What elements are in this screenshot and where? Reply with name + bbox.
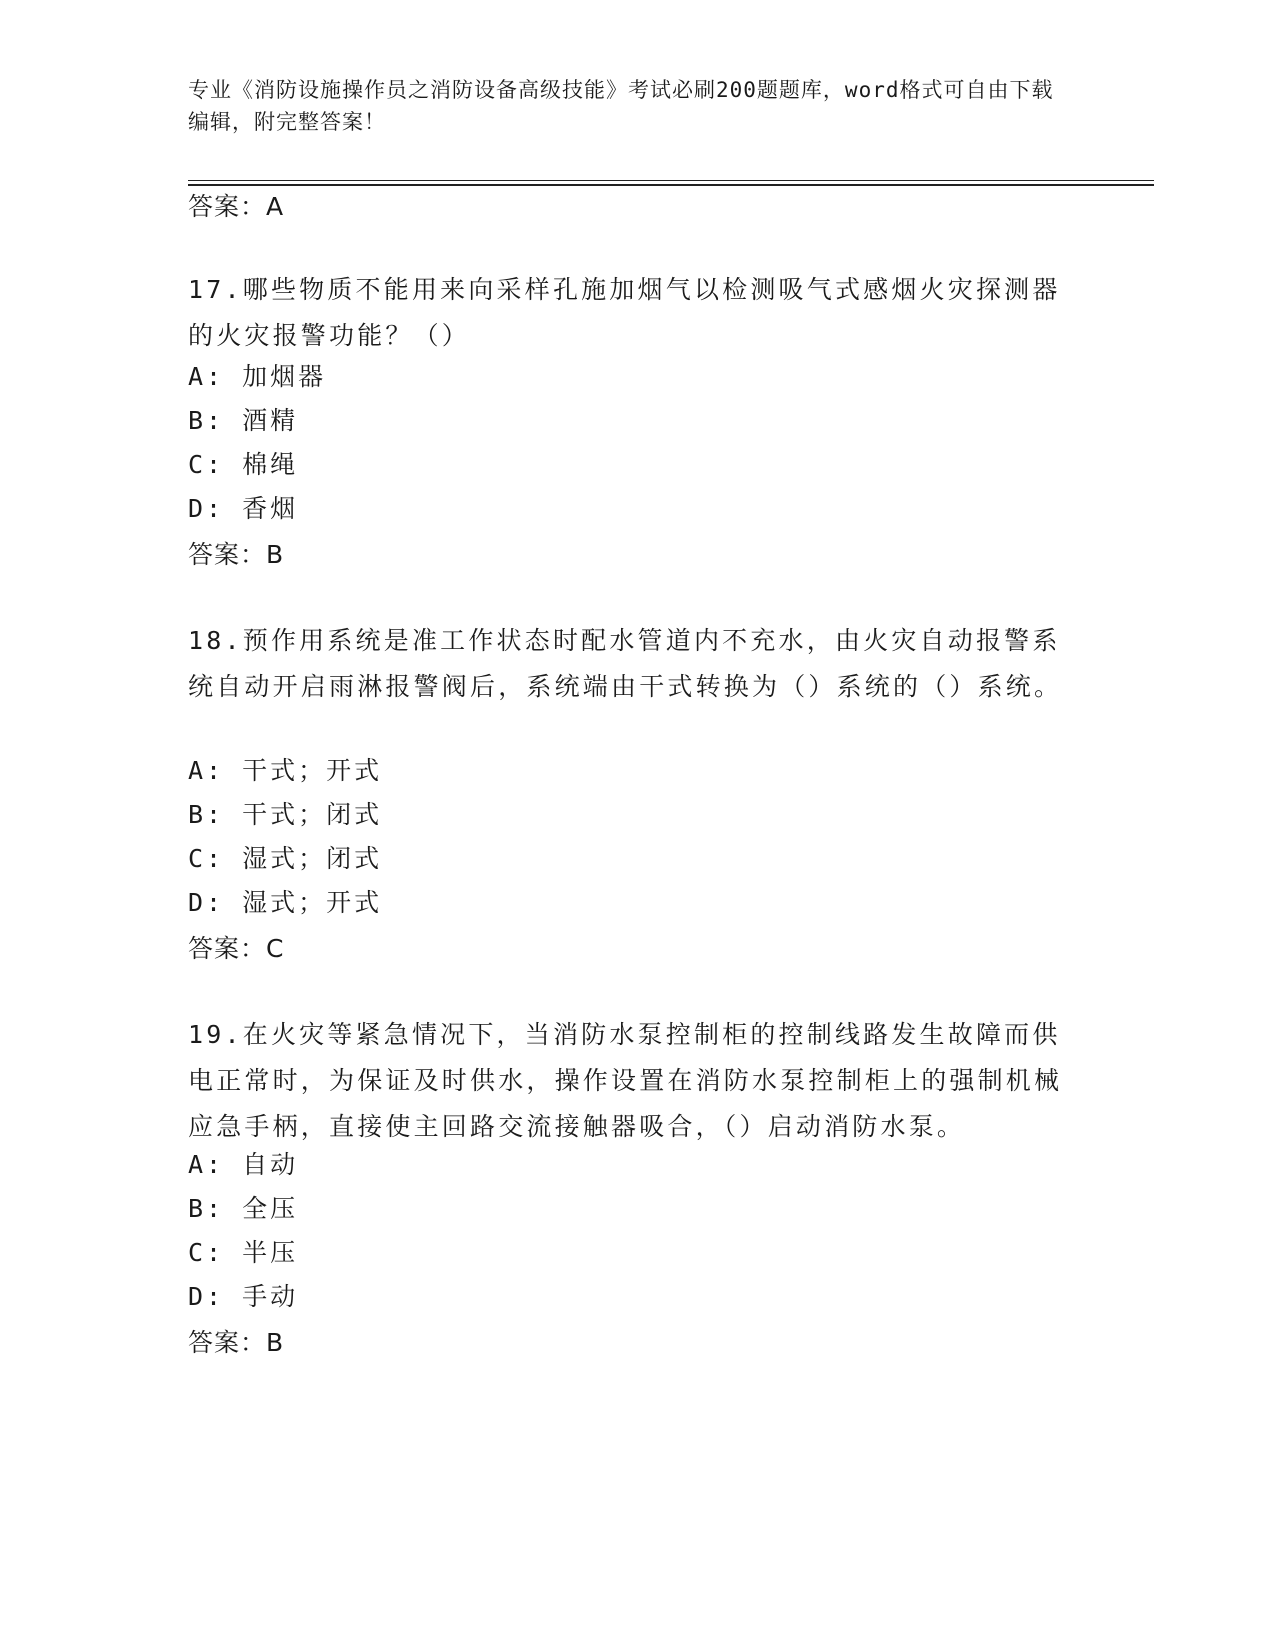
header-divider-thick (188, 184, 1154, 186)
question-19-option-c: C: 半压 (188, 1238, 299, 1267)
question-17-answer: 答案：B (188, 540, 285, 569)
question-18-option-b: B: 干式；闭式 (188, 800, 383, 829)
question-18-option-a: A: 干式；开式 (188, 756, 383, 785)
question-19-option-d: D: 手动 (188, 1282, 299, 1311)
question-17-option-c: C: 棉绳 (188, 450, 299, 479)
previous-answer: 答案：A (188, 192, 285, 221)
question-18-option-c: C: 湿式；闭式 (188, 844, 383, 873)
header-divider-thin (188, 180, 1154, 181)
question-17-option-d: D: 香烟 (188, 494, 299, 523)
question-18-option-d: D: 湿式；开式 (188, 888, 383, 917)
question-17-text: 17.哪些物质不能用来向采样孔施加烟气以检测吸气式感烟火灾探测器的火灾报警功能？（） (188, 275, 1061, 350)
document-header: 专业《消防设施操作员之消防设备高级技能》考试必刷200题题库，word格式可自由下载编辑，附完整答案！ (188, 78, 1054, 134)
question-19-text: 19.在火灾等紧急情况下，当消防水泵控制柜的控制线路发生故障而供电正常时，为保证及时供水，操作设置在消防水泵控制柜上的强制机械应急手柄，直接使主回路交流接触器吸合，（）启动消防水泵。 (188, 1020, 1063, 1141)
question-17-option-b: B: 酒精 (188, 406, 299, 435)
question-19-answer: 答案：B (188, 1328, 285, 1357)
question-18-text: 18.预作用系统是准工作状态时配水管道内不充水，由火灾自动报警系统自动开启雨淋报警阀后，系统端由干式转换为（）系统的（）系统。 (188, 626, 1063, 701)
question-19-option-a: A: 自动 (188, 1150, 299, 1179)
question-18-answer: 答案：C (188, 934, 285, 963)
question-19-option-b: B: 全压 (188, 1194, 299, 1223)
question-17-option-a: A: 加烟器 (188, 362, 327, 391)
